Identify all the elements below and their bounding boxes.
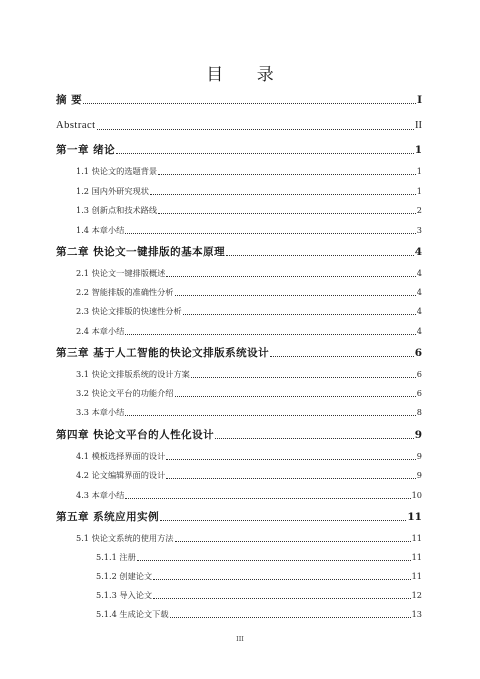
toc-entry-page-number: 8 (416, 407, 422, 417)
toc-entry-label: 第三章 基于人工智能的快论文排版系统设计 (56, 347, 270, 359)
toc-entry-label: Abstract (56, 120, 96, 131)
toc-section-entry (76, 183, 422, 199)
toc-section-entry (76, 487, 422, 503)
toc-dot-leader (191, 376, 416, 378)
toc-entry-page-number: 6 (414, 347, 422, 359)
toc-entry-page-number: 11 (411, 533, 422, 543)
toc-entry-page-number: 4 (416, 306, 422, 316)
toc-entry-label: 摘 要 (56, 94, 83, 106)
toc-entry-page-number: 9 (416, 470, 422, 480)
toc-entry-page-number: 4 (414, 246, 422, 258)
toc-entry-page-number: 10 (411, 490, 422, 500)
toc-entry-page-number: I (417, 94, 422, 106)
toc-entry-page-number: 6 (416, 388, 422, 398)
toc-dot-leader (226, 254, 414, 256)
toc-entry-label: 5.1.3 导入论文 (96, 590, 153, 600)
toc-section-entry (76, 467, 422, 483)
toc-dot-leader (166, 458, 415, 460)
toc-entry-label: 3.2 快论文平台的功能介绍 (76, 388, 174, 398)
toc-entry-page-number: 12 (411, 590, 422, 600)
toc-chapter-entry (56, 427, 422, 443)
toc-section-entry (76, 222, 422, 238)
toc-entry-page-number: 4 (416, 268, 422, 278)
toc-dot-leader (166, 275, 415, 277)
toc-entry-label: 2.4 本章小结 (76, 326, 125, 336)
toc-dot-leader (153, 597, 410, 599)
toc-entry-page-number: 2 (416, 205, 422, 215)
toc-entry-label: 3.3 本章小结 (76, 407, 125, 417)
toc-entry-label: 2.1 快论文一键排版概述 (76, 268, 166, 278)
toc-title: 目 录 (206, 65, 288, 85)
toc-entry-label: 第五章 系统应用实例 (56, 511, 160, 523)
toc-entry-label: 4.2 论文编辑界面的设计 (76, 470, 166, 480)
toc-entry-label: 3.1 快论文排版系统的设计方案 (76, 369, 190, 379)
toc-entry-page-number: 11 (411, 552, 422, 562)
toc-entry-page-number: 4 (416, 287, 422, 297)
toc-chapter-entry (56, 118, 422, 134)
toc-entry-label: 1.3 创新点和技术路线 (76, 205, 158, 215)
toc-dot-leader (125, 232, 415, 234)
toc-section-entry (76, 448, 422, 464)
toc-dot-leader (153, 578, 410, 580)
toc-dot-leader (160, 519, 406, 521)
toc-dot-leader (183, 313, 416, 315)
toc-entry-page-number: 1 (414, 144, 422, 156)
toc-dot-leader (270, 355, 414, 357)
toc-dot-leader (137, 559, 411, 561)
toc-section-entry (76, 385, 422, 401)
toc-dot-leader (170, 616, 411, 618)
toc-chapter-entry (56, 142, 422, 158)
toc-chapter-entry (56, 345, 422, 361)
toc-chapter-entry (56, 244, 422, 260)
toc-subsection-entry (96, 568, 422, 584)
toc-entry-label: 4.3 本章小结 (76, 490, 125, 500)
toc-dot-leader (158, 173, 416, 175)
toc-entry-page-number: 4 (416, 326, 422, 336)
toc-section-entry (76, 366, 422, 382)
toc-entry-label: 1.1 快论文的选题背景 (76, 166, 158, 176)
toc-entry-label: 第二章 快论文一键排版的基本原理 (56, 246, 226, 258)
toc-section-entry (76, 163, 422, 179)
toc-entry-label: 第一章 绪论 (56, 144, 116, 156)
toc-dot-leader (116, 152, 414, 154)
toc-entry-label: 第四章 快论文平台的人性化设计 (56, 429, 215, 441)
toc-dot-leader (166, 477, 415, 479)
page-number-footer: III (236, 635, 244, 643)
toc-subsection-entry (96, 549, 422, 565)
toc-dot-leader (83, 102, 416, 104)
toc-section-entry (76, 530, 422, 546)
toc-section-entry (76, 323, 422, 339)
toc-dot-leader (158, 212, 416, 214)
toc-entry-label: 5.1 快论文系统的使用方法 (76, 533, 174, 543)
toc-dot-leader (175, 395, 416, 397)
toc-entry-label: 5.1.4 生成论文下载 (96, 609, 169, 619)
toc-section-entry (76, 202, 422, 218)
toc-entry-label: 2.2 智能排版的准确性分析 (76, 287, 174, 297)
toc-subsection-entry (96, 606, 422, 622)
toc-section-entry (76, 284, 422, 300)
toc-entry-label: 1.2 国内外研究现状 (76, 186, 149, 196)
toc-dot-leader (125, 497, 410, 499)
toc-dot-leader (97, 128, 414, 130)
toc-entry-page-number: 11 (411, 571, 422, 581)
toc-entry-label: 4.1 模板选择界面的设计 (76, 451, 166, 461)
toc-dot-leader (150, 193, 416, 195)
toc-subsection-entry (96, 587, 422, 603)
toc-entry-label: 5.1.2 创建论文 (96, 571, 153, 581)
toc-chapter-entry (56, 509, 422, 525)
toc-dot-leader (125, 414, 415, 416)
toc-entry-page-number: 1 (416, 186, 422, 196)
toc-entry-label: 1.4 本章小结 (76, 225, 125, 235)
toc-entry-page-number: 9 (416, 451, 422, 461)
toc-chapter-entry (56, 92, 422, 108)
toc-entry-label: 2.3 快论文排版的快速性分析 (76, 306, 182, 316)
toc-entry-page-number: 9 (414, 429, 422, 441)
toc-section-entry (76, 265, 422, 281)
toc-entry-page-number: II (415, 120, 422, 131)
toc-entry-label: 5.1.1 注册 (96, 552, 136, 562)
toc-section-entry (76, 303, 422, 319)
toc-dot-leader (125, 333, 415, 335)
toc-entry-page-number: 11 (407, 511, 422, 523)
toc-dot-leader (215, 437, 414, 439)
toc-entry-page-number: 3 (416, 225, 422, 235)
toc-dot-leader (175, 540, 411, 542)
toc-dot-leader (175, 294, 416, 296)
toc-entry-page-number: 1 (416, 166, 422, 176)
toc-entry-page-number: 6 (416, 369, 422, 379)
toc-entry-page-number: 13 (411, 609, 422, 619)
toc-section-entry (76, 404, 422, 420)
